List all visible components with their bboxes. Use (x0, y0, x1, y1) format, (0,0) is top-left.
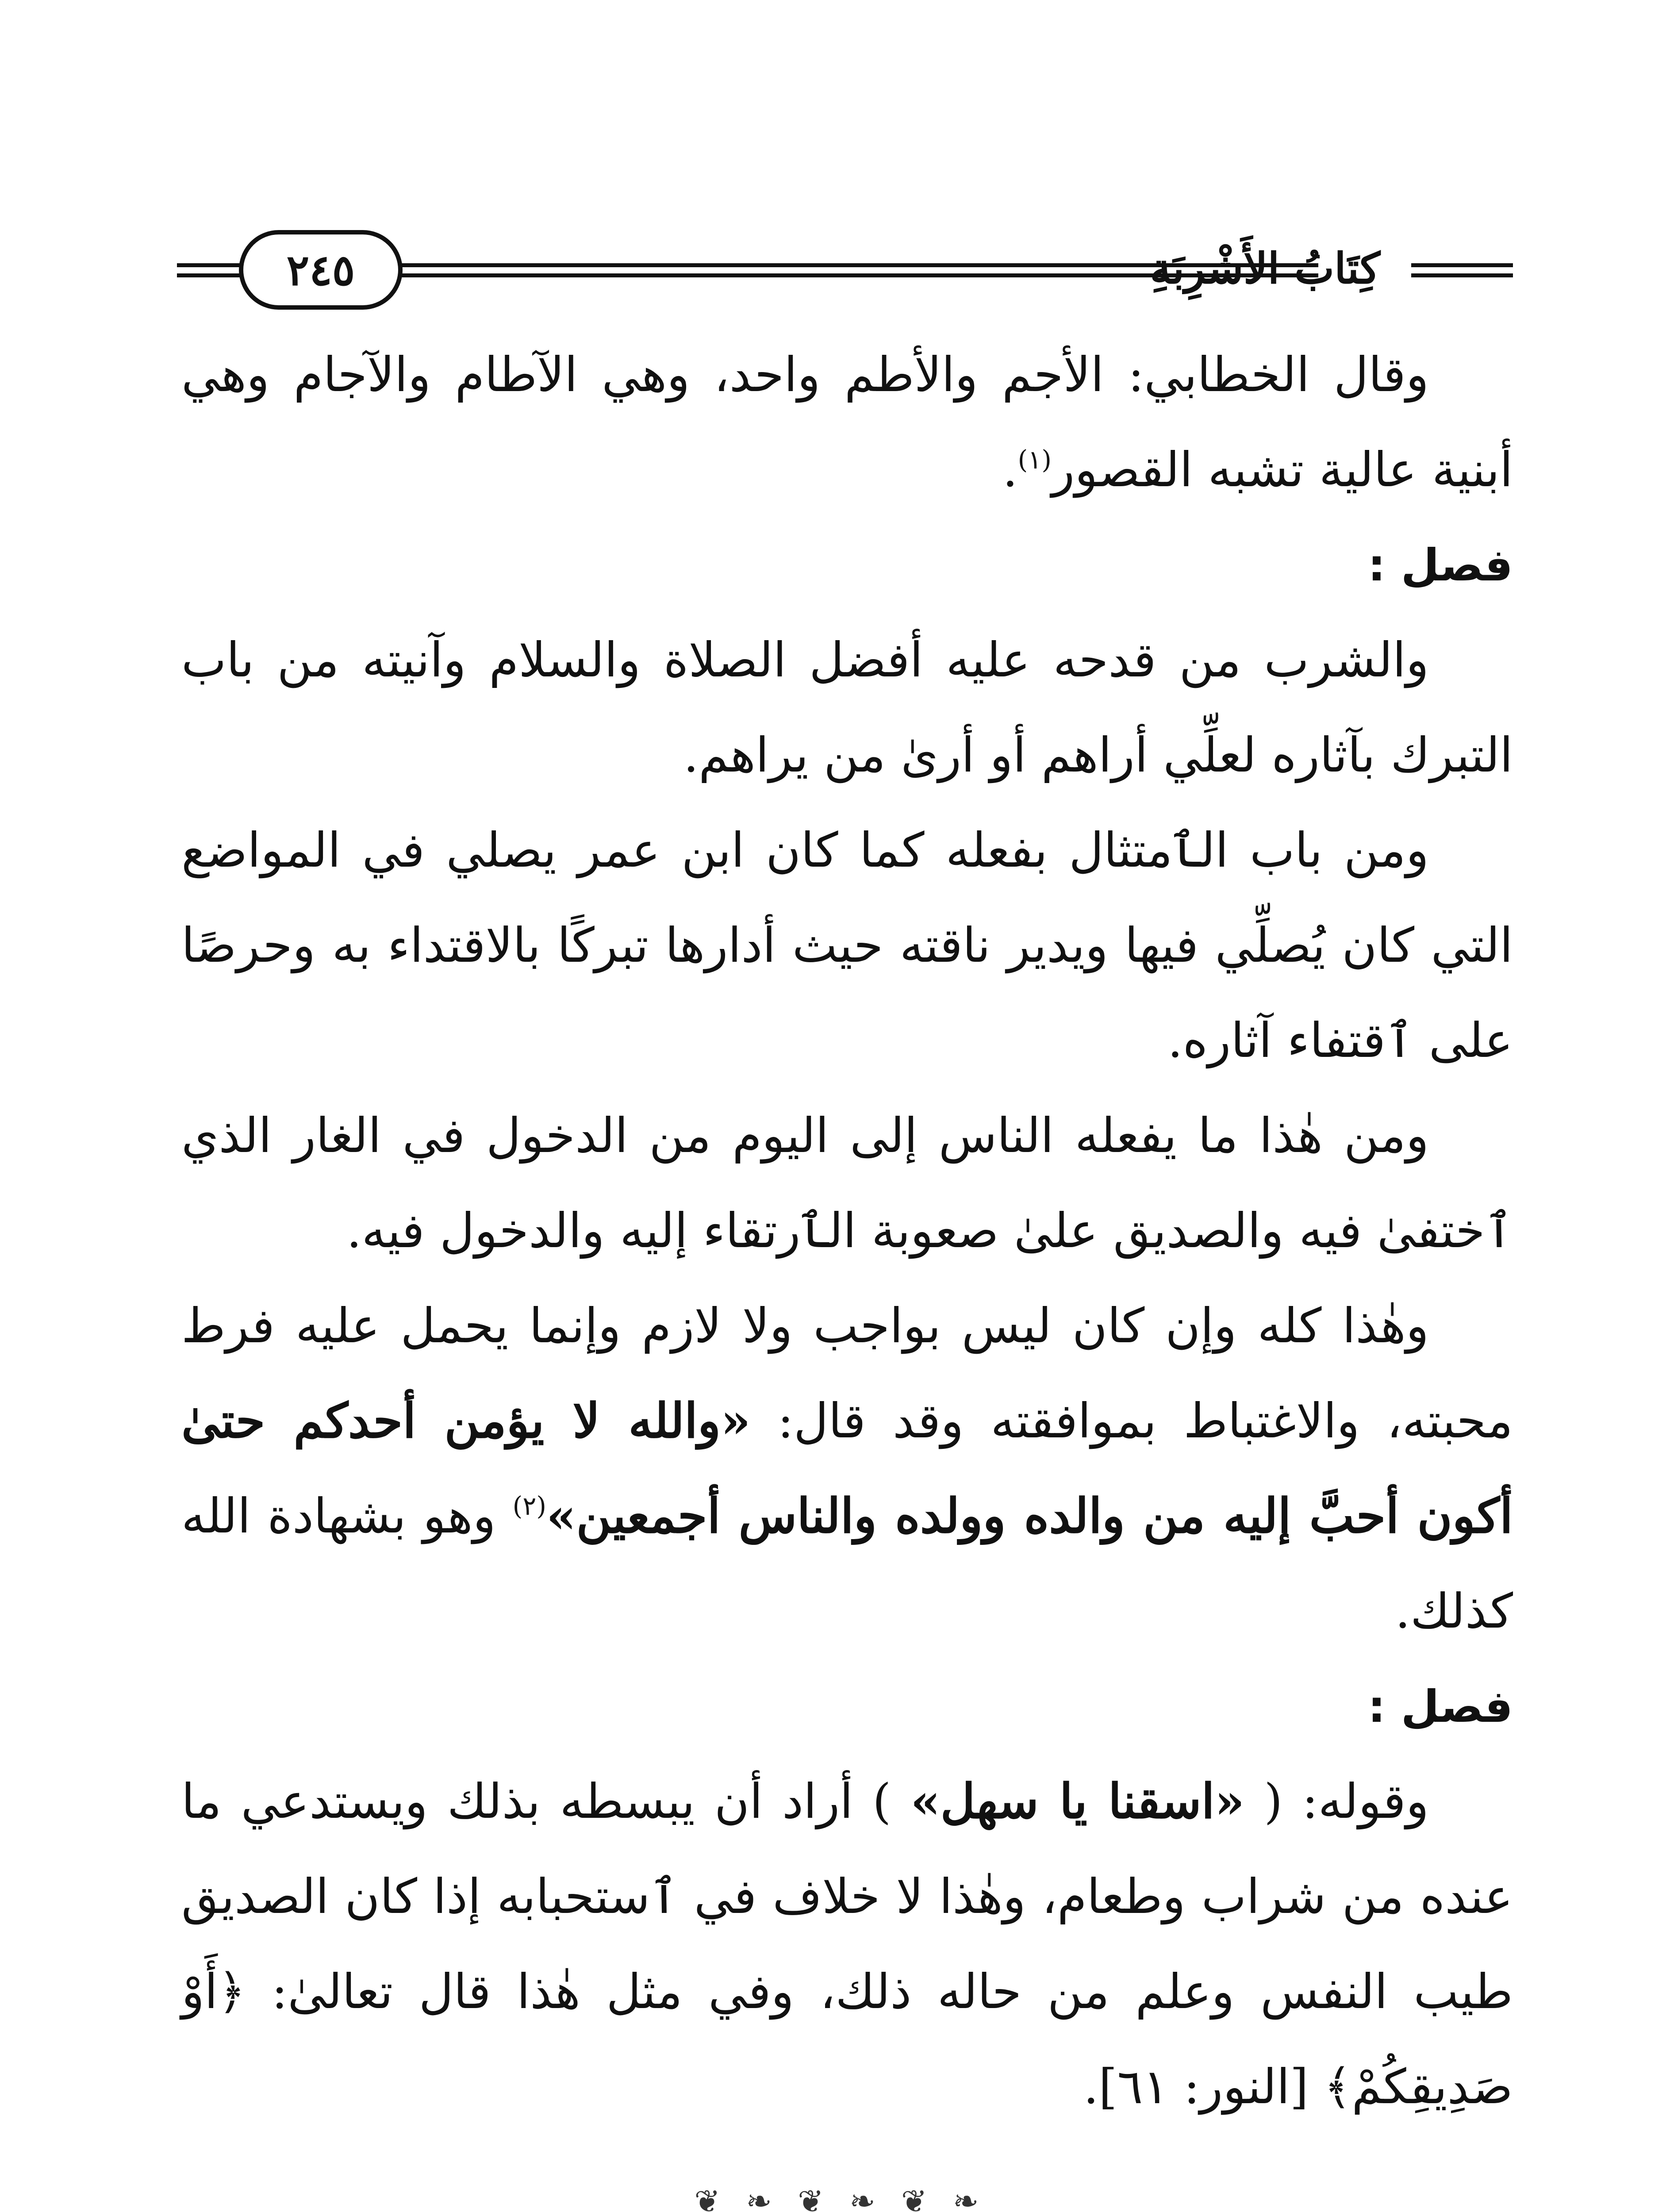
main-text (181, 327, 1513, 2135)
section-divider-ornament: ❦ ❧ ❦ ❧ ❦ ❧ (694, 2183, 987, 2212)
header-rule-edge (177, 263, 248, 267)
paragraph-3: ومن باب الٱمتثال بفعله كما كان ابن عمر يصلي في المواضع التي كان يُصلِّي فيها ويدير ناقته حيث أدارها تبركًا بالاقتداء به وحرصًا على ٱقتفاء آثاره. (181, 823, 1513, 1068)
page-header (177, 221, 1513, 319)
page-number: ٢٤٥ (239, 230, 403, 310)
hadith-quote: «والله لا يؤمن أحدكم حتىٰ أكون أحبَّ إليه من والده وولده والناس أجمعين» (181, 1393, 1513, 1544)
paragraph-6: وقوله: ( «اسقنا يا سهل» ) أراد أن يبسطه بذلك ويستدعي ما عنده من شراب وطعام، وهٰذا لا خلاف في ٱستحبابه إذا كان الصديق طيب النفس وعلم من حاله ذلك، وفي مثل هٰذا قال تعالىٰ: ﴿أَوْ صَدِيقِكُمْ﴾ [النور: ٦١]. (181, 1774, 1513, 2115)
footnote-ref-1[interactable]: (١) (1017, 445, 1052, 475)
section-heading-1: فصل : (1367, 539, 1513, 591)
section-heading-2: فصل : (1367, 1681, 1513, 1732)
header-rule-right (1411, 263, 1513, 267)
footnote-ref-2[interactable]: (٢) (512, 1491, 547, 1521)
paragraph-1: وقال الخطابي: الأجم والأطم واحد، وهي الآطام والآجام وهي أبنية عالية تشبه القصور$^{(١)}$. (181, 347, 1513, 498)
paragraph-4: ومن هٰذا ما يفعله الناس إلى اليوم من الدخول في الغار الذي ٱختفىٰ فيه والصديق علىٰ صعوبة الٱرتقاء إليه والدخول فيه. (181, 1108, 1513, 1259)
chapter-title: كِتَابُ الأَشْرِبَةِ (1150, 243, 1380, 293)
paragraph-2: والشرب من قدحه عليه أفضل الصلاة والسلام وآنيته من باب التبرك بآثاره لعلِّي أراهم أو أرىٰ من يراهم. (181, 633, 1513, 783)
paragraph-5: وهٰذا كله وإن كان ليس بواجب ولا لازم وإنما يحمل عليه فرط محبته، والاغتباط بموافقته وقد قال: «والله لا يؤمن أحدكم حتىٰ أكون أحبَّ إليه من والده وولده والناس أجمعين»$^{(٢)}$ وهو بشهادة الله كذلك. (181, 1298, 1513, 1639)
hadith-quote-2: «اسقنا يا سهل» (910, 1774, 1245, 1829)
